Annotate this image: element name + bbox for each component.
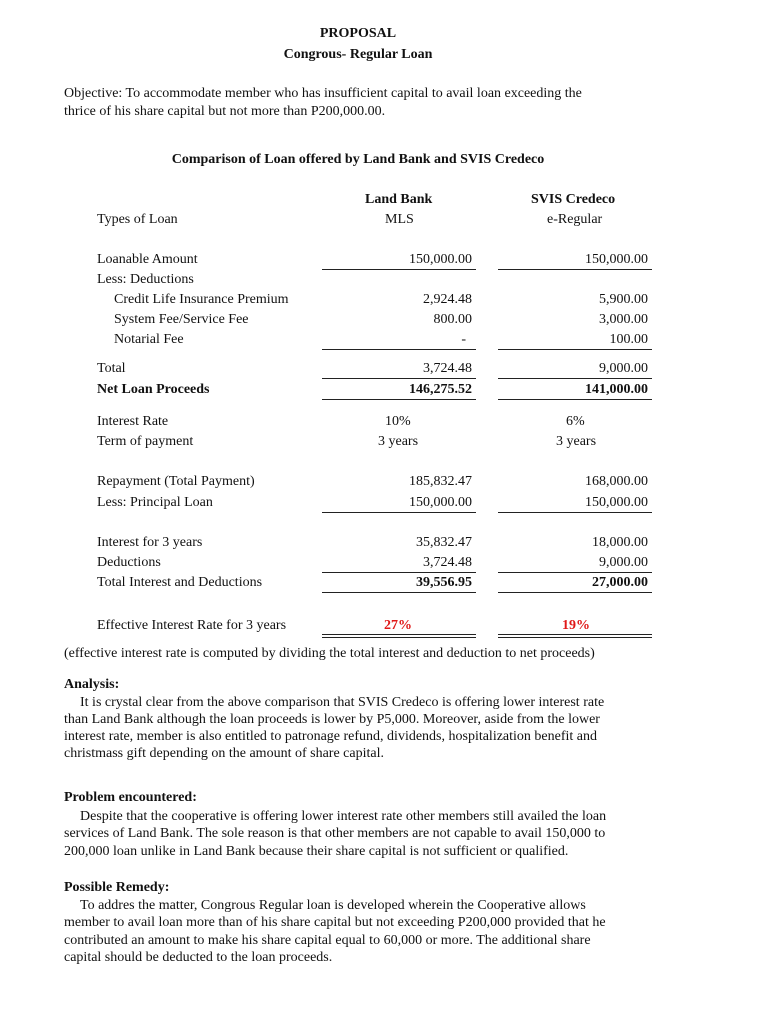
row-label-interest-rate: Interest Rate bbox=[97, 414, 169, 429]
remedy-line: To addres the matter, Congrous Regular loan is developed wherein the Cooperative allows bbox=[80, 898, 586, 913]
cell-total-interest-land-bank: 39,556.95 bbox=[416, 575, 472, 590]
analysis-line: It is crystal clear from the above comparison that SVIS Credeco is offering lower interest rate bbox=[80, 695, 605, 710]
divider-line bbox=[322, 378, 476, 379]
cell-types-svis: e-Regular bbox=[547, 212, 603, 227]
remedy-line: contributed an amount to make his share capital equal to 60,000 or more. The additional share bbox=[64, 933, 591, 948]
cell-net-proceeds-svis: 141,000.00 bbox=[585, 382, 648, 397]
row-label-types: Types of Loan bbox=[97, 212, 178, 227]
analysis-line: interest rate, member is also entitled to patronage refund, dividends, hospitalization benefit and bbox=[64, 729, 598, 744]
cell-interest-3y-svis: 18,000.00 bbox=[592, 535, 648, 550]
row-label-system-fee: System Fee/Service Fee bbox=[114, 312, 249, 327]
row-label-total: Total bbox=[97, 361, 126, 376]
cell-loanable-svis: 150,000.00 bbox=[585, 252, 648, 267]
column-header-land-bank: Land Bank bbox=[365, 192, 433, 207]
divider-line bbox=[322, 512, 476, 513]
cell-interest-rate-svis: 6% bbox=[566, 414, 585, 429]
page-subtitle: Congrous- Regular Loan bbox=[283, 47, 433, 62]
divider-line bbox=[322, 269, 476, 270]
divider-line bbox=[498, 269, 652, 270]
cell-repayment-svis: 168,000.00 bbox=[585, 474, 648, 489]
cell-types-land-bank: MLS bbox=[385, 212, 414, 227]
cell-repayment-land-bank: 185,832.47 bbox=[409, 474, 472, 489]
cell-term-svis: 3 years bbox=[556, 434, 597, 449]
analysis-line: than Land Bank although the loan proceeds is lower by P5,000. Moreover, aside from the lower bbox=[64, 712, 600, 727]
row-label-interest-3y: Interest for 3 years bbox=[97, 535, 203, 550]
cell-credit-life-land-bank: 2,924.48 bbox=[423, 292, 472, 307]
row-label-loanable: Loanable Amount bbox=[97, 252, 198, 267]
divider-line bbox=[322, 349, 476, 350]
cell-system-fee-land-bank: 800.00 bbox=[433, 312, 472, 327]
problem-line: Despite that the cooperative is offering lower interest rate other members still availed the loan bbox=[80, 809, 607, 824]
cell-less-principal-land-bank: 150,000.00 bbox=[409, 495, 472, 510]
cell-deductions-svis: 9,000.00 bbox=[599, 555, 648, 570]
double-underline bbox=[322, 634, 476, 635]
cell-interest-rate-land-bank: 10% bbox=[385, 414, 411, 429]
cell-notarial-land-bank: - bbox=[461, 332, 466, 347]
row-label-deductions: Deductions bbox=[97, 555, 161, 570]
analysis-line: christmass gift depending on the amount of share capital. bbox=[64, 746, 384, 761]
cell-interest-3y-land-bank: 35,832.47 bbox=[416, 535, 472, 550]
cell-total-svis: 9,000.00 bbox=[599, 361, 648, 376]
page-title: PROPOSAL bbox=[319, 26, 397, 41]
double-underline bbox=[498, 634, 652, 635]
cell-less-principal-svis: 150,000.00 bbox=[585, 495, 648, 510]
column-header-svis-credeco: SVIS Credeco bbox=[531, 192, 616, 207]
row-label-notarial: Notarial Fee bbox=[114, 332, 184, 347]
comparison-heading: Comparison of Loan offered by Land Bank and SVIS Credeco bbox=[171, 152, 545, 167]
row-label-repayment: Repayment (Total Payment) bbox=[97, 474, 255, 489]
cell-total-land-bank: 3,724.48 bbox=[423, 361, 472, 376]
cell-effective-svis: 19% bbox=[562, 618, 590, 633]
analysis-heading: Analysis: bbox=[64, 677, 120, 692]
problem-line: 200,000 loan unlike in Land Bank because their share capital is not sufficient or qualified. bbox=[64, 844, 569, 859]
cell-deductions-land-bank: 3,724.48 bbox=[423, 555, 472, 570]
remedy-line: member to avail loan more than of his share capital but not exceeding P200,000 provided that he bbox=[64, 915, 606, 930]
double-underline bbox=[322, 637, 476, 638]
divider-line bbox=[498, 399, 652, 400]
remedy-line: capital should be deducted to the loan proceeds. bbox=[64, 950, 333, 965]
divider-line bbox=[322, 592, 476, 593]
divider-line bbox=[498, 592, 652, 593]
divider-line bbox=[498, 349, 652, 350]
row-label-less-deductions: Less: Deductions bbox=[97, 272, 194, 287]
divider-line bbox=[322, 399, 476, 400]
objective-line-1: Objective: To accommodate member who has insufficient capital to avail loan exceeding the bbox=[64, 86, 582, 101]
cell-effective-land-bank: 27% bbox=[384, 618, 412, 633]
remedy-heading: Possible Remedy: bbox=[64, 880, 170, 895]
cell-system-fee-svis: 3,000.00 bbox=[599, 312, 648, 327]
divider-line bbox=[322, 572, 476, 573]
divider-line bbox=[498, 572, 652, 573]
row-label-total-interest: Total Interest and Deductions bbox=[97, 575, 263, 590]
objective-line-2: thrice of his share capital but not more than P200,000.00. bbox=[64, 104, 386, 119]
cell-loanable-land-bank: 150,000.00 bbox=[409, 252, 472, 267]
cell-credit-life-svis: 5,900.00 bbox=[599, 292, 648, 307]
double-underline bbox=[498, 637, 652, 638]
problem-line: services of Land Bank. The sole reason is that other members are not capable to avail 150,000 to bbox=[64, 826, 606, 841]
row-label-credit-life: Credit Life Insurance Premium bbox=[114, 292, 289, 307]
cell-net-proceeds-land-bank: 146,275.52 bbox=[409, 382, 472, 397]
cell-notarial-svis: 100.00 bbox=[609, 332, 648, 347]
divider-line bbox=[498, 512, 652, 513]
row-label-term: Term of payment bbox=[97, 434, 194, 449]
cell-total-interest-svis: 27,000.00 bbox=[592, 575, 648, 590]
row-label-effective: Effective Interest Rate for 3 years bbox=[97, 618, 287, 633]
row-label-less-principal: Less: Principal Loan bbox=[97, 495, 213, 510]
computation-note: (effective interest rate is computed by dividing the total interest and deduction to net proceeds) bbox=[64, 646, 595, 661]
row-label-net-proceeds: Net Loan Proceeds bbox=[97, 382, 210, 397]
problem-heading: Problem encountered: bbox=[64, 790, 197, 805]
cell-term-land-bank: 3 years bbox=[378, 434, 419, 449]
divider-line bbox=[498, 378, 652, 379]
